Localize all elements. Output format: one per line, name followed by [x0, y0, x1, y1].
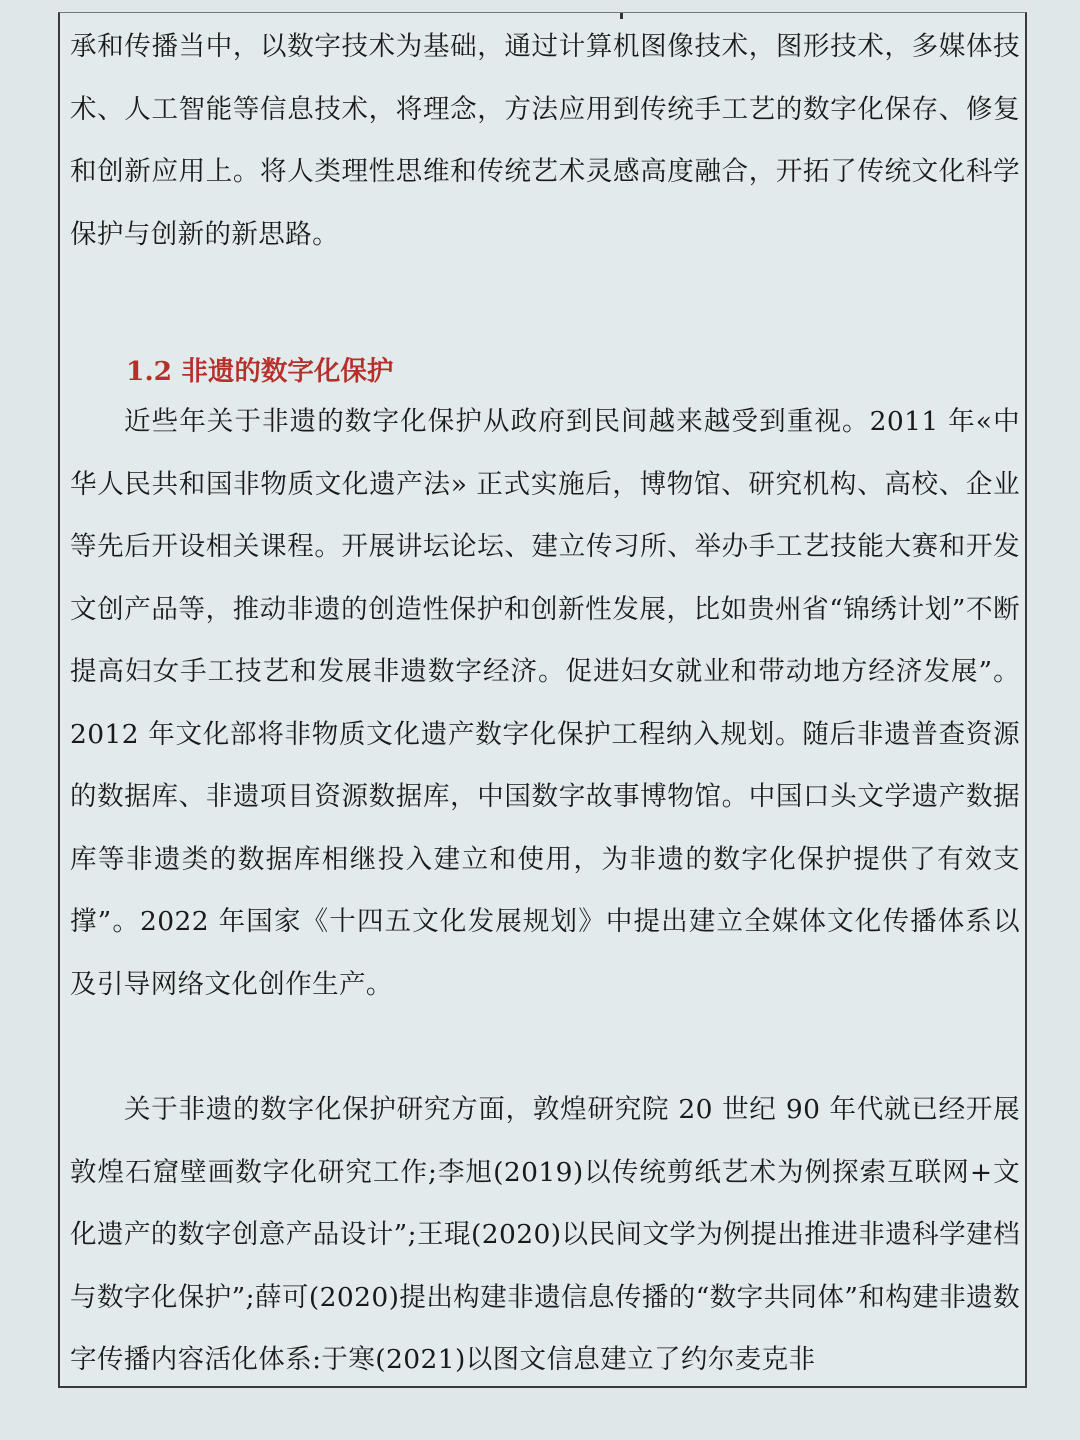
paragraph-intro-tail: 承和传播当中，以数字技术为基础，通过计算机图像技术，图形技术，多媒体技术、人工智能等信息技术，将理念，方法应用到传统手工艺的数字化保存、修复和创新应用上。将人类理性思维和传统艺术灵感高度融合，开拓了传统文化科学保护与创新的新思路。: [70, 31, 1020, 250]
paragraph-policy: 近些年关于非遗的数字化保护从政府到民间越来越受到重视。2011 年«中华人民共和国非物质文化遗产法» 正式实施后，博物馆、研究机构、高校、企业等先后开设相关课程。开展讲坛论坛、建立传习所、举办手工艺技能大赛和开发文创产品等，推动非遗的创造性保护和创新性发展，比如贵州省“锦绣计划”不断提高妇女手工技艺和发展非遗数字经济。促进妇女就业和带动地方经济发展”。2012 年文化部将非物质文化遗产数字化保护工程纳入规划。随后非遗普查资源的数据库、非遗项目资源数据库，中国数字故事博物馆。中国口头文学遗产数据库等非遗类的数据库相继投入建立和使用，为非遗的数字化保护提供了有效支撑”。2022 年国家《十四五文化发展规划》中提出建立全媒体文化传播体系以及引导网络文化创作生产。: [70, 406, 1020, 1000]
section-heading: 1.2 非遗的数字化保护: [126, 356, 394, 387]
document-page: [58, 12, 1027, 1388]
paragraph-research: 关于非遗的数字化保护研究方面，敦煌研究院 20 世纪 90 年代就已经开展敦煌石窟壁画数字化研究工作;李旭(2019)以传统剪纸艺术为例探索互联网+文化遗产的数字创意产品设计”;王琨(2020)以民间文学为例提出推进非遗科学建档与数字化保护”;薛可(2020)提出构建非遗信息传播的“数字共同体”和构建非遗数字传播内容活化体系:于寒(2021)以图文信息建立了约尔麦克非: [70, 1094, 1020, 1375]
